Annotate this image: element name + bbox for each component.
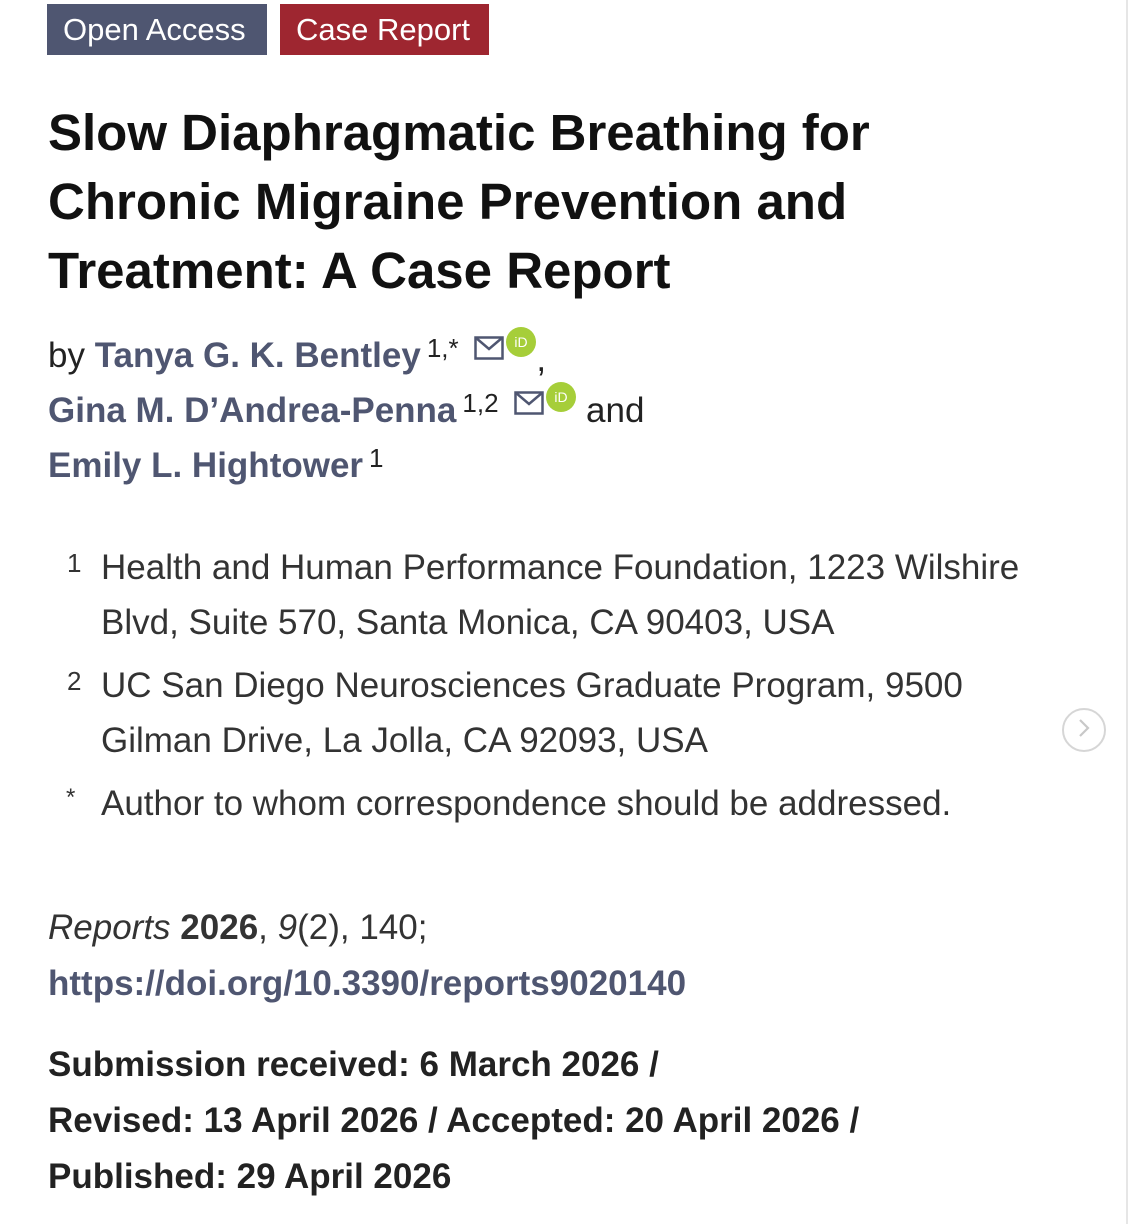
author-line — [48, 438, 644, 493]
author-name-link[interactable]: Gina M. D’Andrea-Penna — [48, 391, 457, 430]
next-slide-button[interactable] — [1062, 708, 1106, 752]
affiliation-text: Health and Human Performance Foundation, 1223 Wilshire Blvd, Suite 570, Santa Monica, CA 90403, USA — [101, 548, 1020, 642]
doi-link[interactable]: https://doi.org/10.3390/reports9020140 — [48, 964, 687, 1003]
affiliation-marker: 2 — [67, 666, 82, 696]
affiliation-list — [48, 540, 1058, 839]
orcid-icon[interactable] — [506, 318, 536, 373]
article-title — [48, 98, 1048, 305]
author-line — [48, 383, 644, 438]
chevron-right-icon — [1076, 718, 1092, 743]
mail-icon[interactable] — [474, 321, 504, 376]
affiliation-item — [48, 658, 1058, 768]
author-affiliation-sup: 1,* — [426, 333, 459, 363]
affiliation-marker: * — [66, 784, 76, 811]
author-name-link[interactable]: Tanya G. K. Bentley — [94, 336, 421, 375]
citation-block — [48, 900, 686, 1012]
author-affiliation-sup: 1,2 — [462, 388, 499, 418]
orcid-icon[interactable] — [546, 373, 576, 428]
article-badges — [47, 4, 489, 55]
author-name-link[interactable]: Emily L. Hightower — [48, 446, 364, 485]
citation-line: Reports 2026, 9(2), 140; — [48, 908, 428, 947]
dates-line: Submission received: 6 March 2026 / — [48, 1045, 659, 1084]
article-title-line: Slow Diaphragmatic Breathing for — [48, 104, 870, 161]
affiliation-marker: 1 — [67, 548, 82, 578]
affiliation-item — [48, 540, 1058, 650]
and-label: and — [586, 391, 645, 430]
open-access-badge[interactable]: Open Access — [47, 4, 267, 55]
svg-text:iD: iD — [554, 389, 568, 406]
citation-issue-pages: (2), 140; — [297, 908, 428, 947]
citation-volume: 9 — [277, 908, 298, 947]
journal-name: Reports — [48, 908, 171, 947]
svg-text:iD: iD — [514, 334, 528, 351]
mail-icon[interactable] — [514, 376, 544, 431]
affiliation-text: UC San Diego Neurosciences Graduate Program, 9500 Gilman Drive, La Jolla, CA 92093, USA — [101, 666, 963, 760]
affiliation-item — [48, 776, 1058, 831]
citation-year: 2026 — [180, 908, 259, 947]
publication-dates — [48, 1037, 1068, 1205]
article-title-line: Treatment: A Case Report — [48, 242, 671, 299]
correspondence-note: Author to whom correspondence should be addressed. — [101, 784, 952, 823]
case-report-badge[interactable]: Case Report — [280, 4, 489, 55]
author-separator: , — [536, 340, 547, 379]
article-title-line: Chronic Migraine Prevention and — [48, 173, 848, 230]
dates-line: Revised: 13 April 2026 / Accepted: 20 April 2026 / — [48, 1101, 860, 1140]
dates-line: Published: 29 April 2026 — [48, 1157, 452, 1196]
author-list — [48, 328, 644, 493]
author-affiliation-sup: 1 — [369, 443, 384, 473]
by-label: by — [48, 336, 85, 375]
